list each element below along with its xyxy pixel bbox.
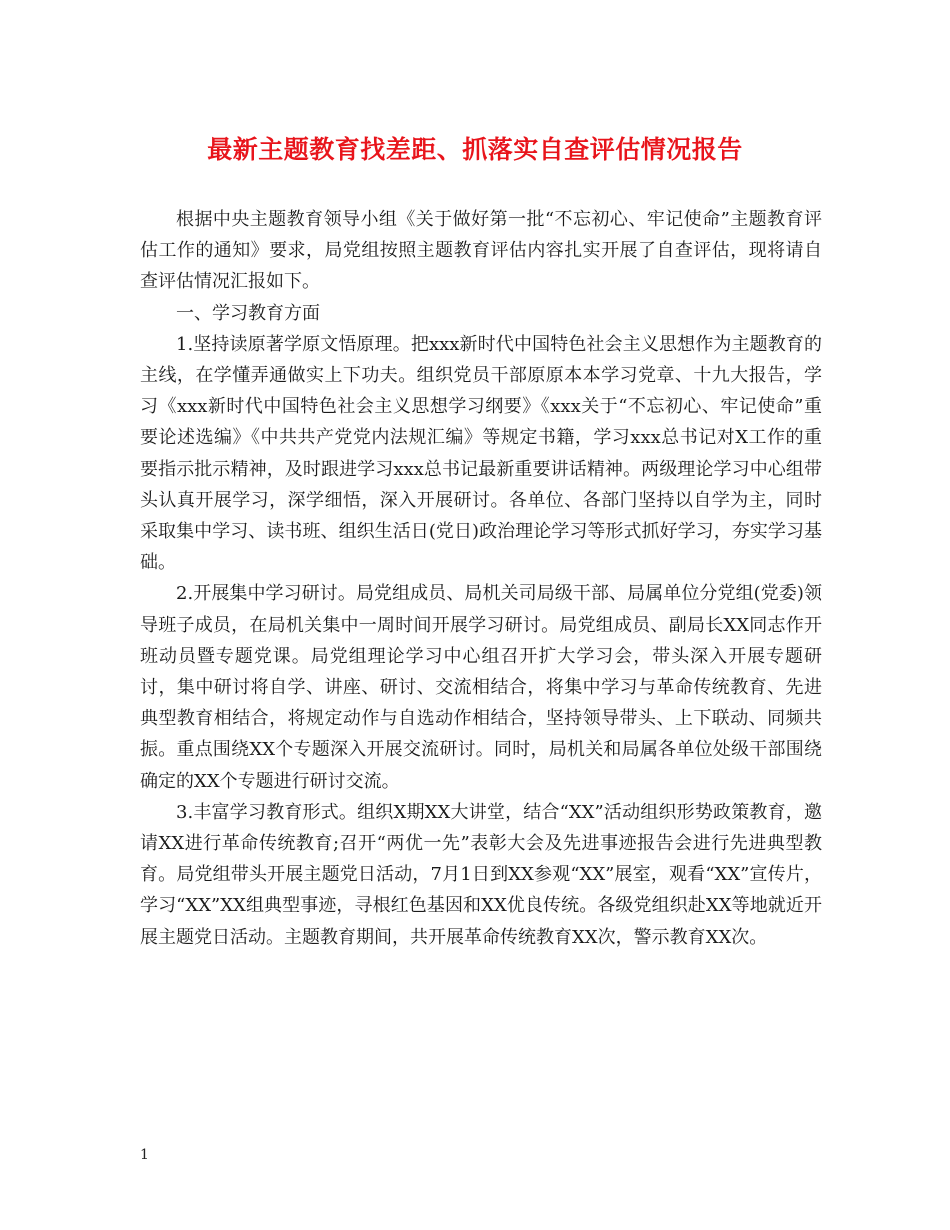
section-heading: 一、学习教育方面	[176, 302, 320, 324]
paragraph-item-1: 1.坚持读原著学原文悟原理。把xxx新时代中国特色社会主义思想作为主题教育的主线，在学懂弄通做实上下功夫。组织党员干部原原本本学习党章、十九大报告，学习《xxx新时代中国特色社会主义思想学习纲要》《xxx关于“不忘初心、牢记使命”重要论述选编》《中共共产党党内法规汇编》等规定书籍，学习xxx总书记对X工作的重要指示批示精神，及时跟进学习xxx总书记最新重要讲话精神。两级理论学习中心组带头认真开展学习，深学细悟，深入开展研讨。各单位、各部门坚持以自学为主，同时采取集中学习、读书班、组织生活日(党日)政治理论学习等形式抓好学习，夯实学习基础。	[140, 333, 822, 574]
paragraph-item-3: 3.丰富学习教育形式。组织X期XX大讲堂，结合“XX”活动组织形势政策教育，邀请XX进行革命传统教育;召开“两优一先”表彰大会及先进事迹报告会进行先进典型教育。局党组带头开展主题党日活动，7月1日到XX参观“XX”展室，观看“XX”宣传片，学习“XX”XX组典型事迹，寻根红色基因和XX优良传统。各级党组织赴XX等地就近开展主题党日活动。主题教育期间，共开展革命传统教育XX次，警示教育XX次。	[140, 801, 822, 948]
paragraph-item-2: 2.开展集中学习研讨。局党组成员、局机关司局级干部、局属单位分党组(党委)领导班子成员，在局机关集中一周时间开展学习研讨。局党组成员、副局长XX同志作开班动员暨专题党课。局党组理论学习中心组召开扩大学习会，带头深入开展专题研讨，集中研讨将自学、讲座、研讨、交流相结合，将集中学习与革命传统教育、先进典型教育相结合，将规定动作与自选动作相结合，坚持领导带头、上下联动、同频共振。重点围绕XX个专题深入开展交流研讨。同时，局机关和局属各单位处级干部围绕确定的XX个专题进行研讨交流。	[140, 583, 822, 792]
document-title: 最新主题教育找差距、抓落实自查评估情况报告	[207, 135, 743, 164]
document-body	[140, 204, 822, 953]
intro-paragraph: 根据中央主题教育领导小组《关于做好第一批“不忘初心、牢记使命”主题教育评估工作的通知》要求，局党组按照主题教育评估内容扎实开展了自查评估，现将请自查评估情况汇报如下。	[140, 209, 822, 293]
page-number: 1	[140, 1147, 149, 1163]
